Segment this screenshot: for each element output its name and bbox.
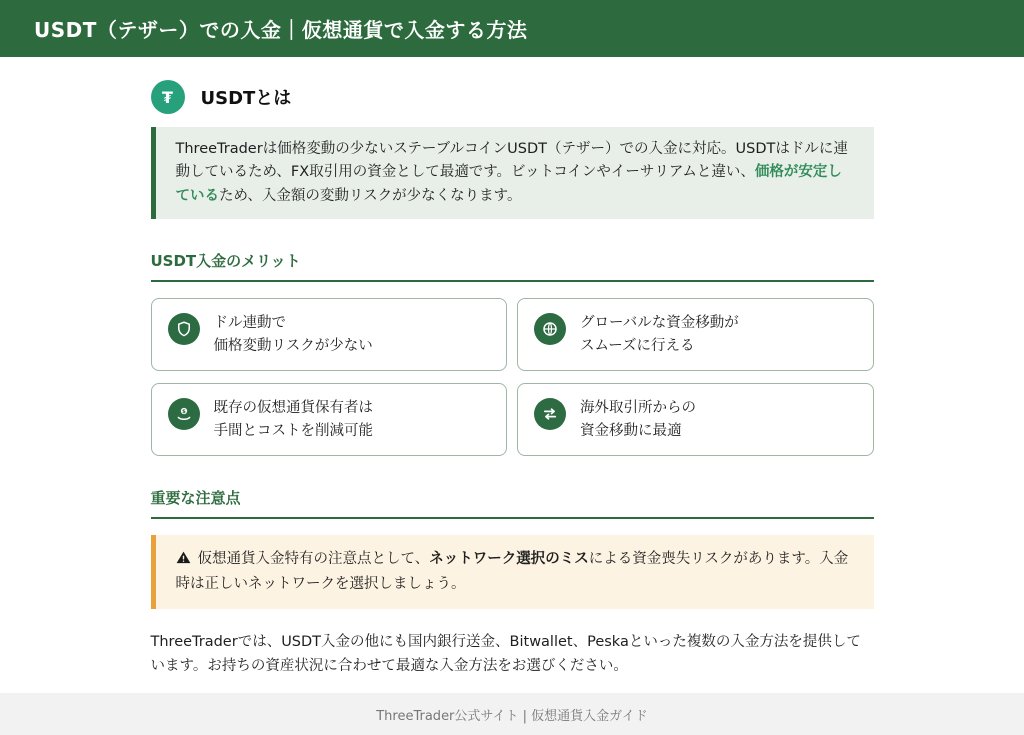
transfer-arrows-icon (534, 398, 566, 430)
globe-icon (534, 313, 566, 345)
merit-card-overseas-exchange (517, 383, 874, 456)
shield-icon (168, 313, 200, 345)
svg-text:$: $ (181, 409, 186, 416)
info-text-before: ThreeTraderは価格変動の少ないステーブルコインUSDT（テザー）での入金に対応。USDTはドルに連動しているため、FX取引用の資金として最適です。ビットコインやイーサリアムと違い、 (175, 141, 848, 181)
warning-text-after: による資金喪失リスクがあります。入金時は正しいネットワークを選択しましょう。 (175, 551, 849, 592)
warning-text-bold: ネットワーク選択のミス (429, 551, 589, 568)
page-header (0, 0, 1024, 57)
info-text-highlight: 価格が安定している (175, 164, 842, 204)
merit-card-dollar-peg (151, 298, 508, 371)
hand-coin-icon (168, 398, 200, 430)
caution-section-heading: 重要な注意点 (151, 487, 874, 519)
merit-card-text: 海外取引所からの 資金移動に最適 (580, 400, 696, 439)
page-title: USDT（テザー）での入金｜仮想通貨で入金する方法 (34, 18, 528, 42)
main-content (151, 57, 874, 693)
merit-card-text: グローバルな資金移動が スムーズに行える (580, 315, 739, 354)
usdt-info-box (151, 127, 874, 219)
intro-heading-row (151, 80, 874, 114)
merit-card-grid (151, 298, 874, 456)
warning-icon (176, 550, 191, 565)
merit-card-text: 既存の仮想通貨保有者は 手間とコストを削減可能 (213, 400, 373, 439)
merit-card-text: ドル連動で 価格変動リスクが少ない (213, 315, 373, 354)
tether-glyph: ₮ (161, 87, 174, 107)
info-text-after: ため、入金額の変動リスクが少なくなります。 (219, 187, 522, 204)
warning-text-before: 仮想通貨入金特有の注意点として、 (197, 551, 430, 568)
closing-paragraph: ThreeTraderでは、USDT入金の他にも国内銀行送金、Bitwallet、Peskaといった複数の入金方法を提供しています。お持ちの資産状況に合わせて最適な入金方法をお選びください。 (150, 633, 861, 675)
footer-text: ThreeTrader公式サイト | 仮想通貨入金ガイド (376, 708, 648, 724)
network-warning-box (151, 535, 874, 608)
intro-title: USDTとは (200, 88, 292, 109)
merit-card-existing-holders (151, 383, 508, 456)
tether-icon (151, 80, 185, 114)
merit-card-global-transfer (517, 298, 874, 371)
merits-section-heading: USDT入金のメリット (151, 250, 874, 282)
